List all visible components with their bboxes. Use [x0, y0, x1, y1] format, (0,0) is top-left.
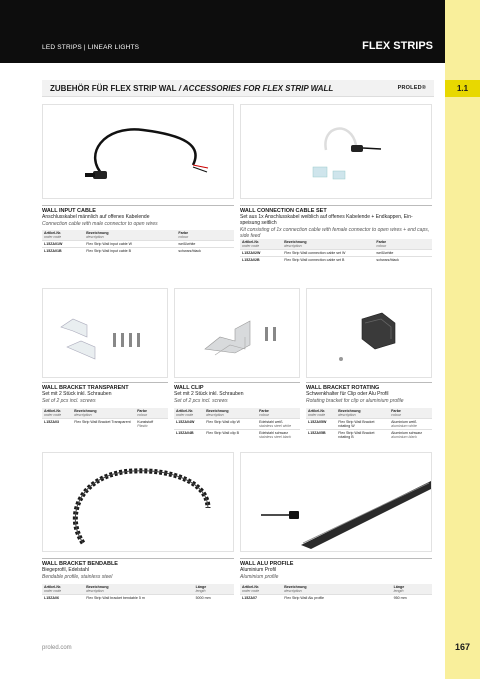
- product-desc-de: Aluminium Profil: [240, 567, 277, 573]
- product-card-bracket-rotating: [306, 288, 432, 438]
- product-image: [306, 288, 432, 378]
- product-card-bracket-bendable: [42, 452, 234, 612]
- page-title: ZUBEHÖR FÜR FLEX STRIP WAL / ACCESSORIES FOR FLEX STRIP WALL: [50, 84, 334, 93]
- product-name: WALL BRACKET TRANSPARENT: [42, 382, 168, 391]
- product-desc-en: Kit consisting of 1x connection cable with female connector to open wires + end caps, side feed: [240, 227, 430, 240]
- bracket-illustration: [43, 289, 168, 378]
- product-card-bracket-transparent: [42, 288, 168, 438]
- product-name: WALL CLIP: [174, 382, 300, 391]
- table-row: L15ZA01W Flex Strip Wall input cable W weiß/white: [42, 241, 234, 248]
- product-card-connection-cable-set: [240, 104, 432, 274]
- table-row: L15ZA06 Flex Strip Wall bracket bendable 5 m 5000 mm: [42, 595, 234, 602]
- chapter-tab: 1.1: [445, 80, 480, 97]
- footer-website-link[interactable]: proled.com: [42, 645, 72, 651]
- page-number: 167: [454, 642, 471, 652]
- page-title-bar: [42, 80, 434, 97]
- product-image: [240, 452, 432, 552]
- header-bar: [0, 0, 445, 63]
- spec-table: [174, 408, 300, 440]
- spec-table: [240, 584, 432, 601]
- product-card-input-cable: [42, 104, 234, 274]
- table-row: L15ZA04B Flex Strip Wall clip B Edelstahl schwarz stainless steel black: [174, 430, 300, 441]
- product-card-wall-clip: [174, 288, 300, 438]
- section-title: FLEX STRIPS: [362, 40, 433, 52]
- product-desc-de: Anschlusskabel männlich auf offenes Kabelende: [42, 214, 150, 220]
- table-row: L15ZA04W Flex Strip Wall clip W Edelstahl weiß stainless steel white: [174, 419, 300, 430]
- product-desc-de: Set mit 2 Stück inkl. Schrauben: [174, 391, 244, 397]
- rotating-bracket-illustration: [307, 289, 432, 378]
- product-desc-en: Set of 2 pcs incl. screws: [42, 398, 96, 404]
- cable-illustration: [43, 105, 234, 199]
- alu-profile-illustration: [241, 453, 432, 552]
- spec-table: [240, 239, 432, 263]
- table-row: L15ZA02W Flex Strip Wall connection cable set W weiß/white: [240, 250, 432, 257]
- spec-table: [42, 408, 168, 429]
- spec-table: [42, 584, 234, 601]
- spec-table: [42, 230, 234, 254]
- table-header-row: Artikel-Nr. order code Bezeichnung description Farbe colour: [174, 408, 300, 419]
- table-row: L15ZA03 Flex Strip Wall Bracket Transparent Kunststoff Plastic: [42, 419, 168, 430]
- product-desc-en: Rotating bracket for clip or aluminium profile: [306, 398, 404, 404]
- table-row: L15ZA05B Flex Strip Wall Bracket rotating B Aluminium schwarz aluminium black: [306, 430, 432, 441]
- table-row: L15ZA01B Flex Strip Wall input cable B schwarz/black: [42, 248, 234, 255]
- product-desc-de: Set mit 2 Stück inkl. Schrauben: [42, 391, 112, 397]
- table-header-row: Artikel-Nr. order code Bezeichnung description Länge length: [42, 584, 234, 595]
- clip-illustration: [175, 289, 300, 378]
- product-image: [42, 288, 168, 378]
- table-header-row: Artikel-Nr. order code Bezeichnung description Farbe colour: [42, 230, 234, 241]
- product-image: [42, 104, 234, 199]
- bendable-profile-illustration: [43, 453, 234, 552]
- product-desc-en: Aluminium profile: [240, 574, 279, 580]
- table-row: L15ZA05W Flex Strip Wall Bracket rotating W Aluminium weiß aluminium white: [306, 419, 432, 430]
- product-desc-en: Set of 2 pcs incl. screws: [174, 398, 228, 404]
- chapter-sidebar: [445, 0, 480, 679]
- table-header-row: Artikel-Nr. order code Bezeichnung description Farbe colour: [42, 408, 168, 419]
- brand-logo: PROLED®: [397, 85, 426, 91]
- product-image: [174, 288, 300, 378]
- product-desc-en: Bendable profile, stainless steel: [42, 574, 113, 580]
- product-name: WALL INPUT CABLE: [42, 205, 234, 214]
- product-desc-de: Schwenkhalter für Clip oder Alu Profil: [306, 391, 389, 397]
- table-row: L15ZA02B Flex Strip Wall connection cable set B schwarz/black: [240, 257, 432, 264]
- product-desc-de: Biegeprofil, Edelstahl: [42, 567, 89, 573]
- spec-table: [306, 408, 432, 440]
- product-image: [42, 452, 234, 552]
- table-row: L15ZA07 Flex Strip Wall Alu profile 950 mm: [240, 595, 432, 602]
- table-header-row: Artikel-Nr. order code Bezeichnung description Farbe colour: [306, 408, 432, 419]
- product-name: WALL ALU PROFILE: [240, 558, 432, 567]
- product-card-alu-profile: [240, 452, 432, 612]
- table-header-row: Artikel-Nr. order code Bezeichnung description Länge length: [240, 584, 432, 595]
- table-header-row: Artikel-Nr. order code Bezeichnung description Farbe colour: [240, 239, 432, 250]
- product-name: WALL CONNECTION CABLE SET: [240, 205, 432, 214]
- product-name: WALL BRACKET ROTATING: [306, 382, 432, 391]
- category-breadcrumb: LED STRIPS | LINEAR LIGHTS: [42, 44, 140, 51]
- product-image: [240, 104, 432, 199]
- product-name: WALL BRACKET BENDABLE: [42, 558, 234, 567]
- product-desc-en: Connection cable with male connector to open wires: [42, 221, 158, 227]
- cable-set-illustration: [241, 105, 432, 199]
- product-desc-de: Set aus 1x Anschlusskabel weiblich auf offenes Kabelende + Endkappen, Ein-speisung seitlich: [240, 214, 413, 227]
